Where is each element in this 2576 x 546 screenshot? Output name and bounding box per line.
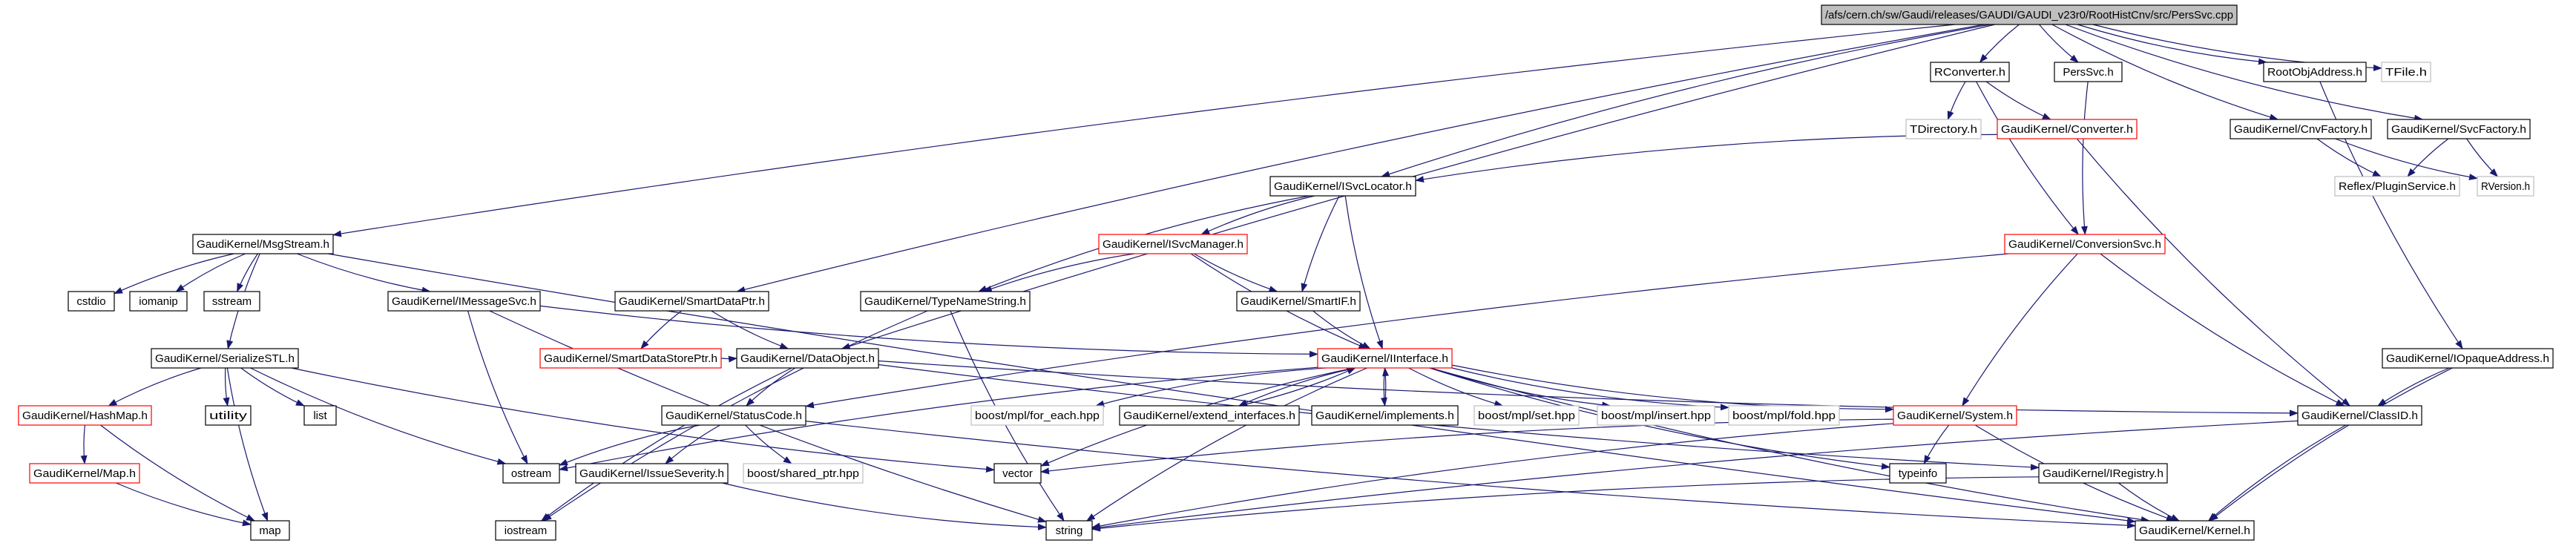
node-label: GaudiKernel/DataObject.h	[740, 352, 875, 365]
edge-converter-to-isvclocator	[1416, 134, 1997, 180]
node-label: boost/mpl/set.hpp	[1478, 410, 1575, 422]
edge-msgstream-to-sstream	[237, 254, 258, 292]
edge-hashmap-to-map_h	[84, 425, 85, 464]
node-label: TDirectory.h	[1910, 123, 1977, 136]
edge-perssvc_h-to-conversionsvc	[2083, 82, 2088, 234]
edge-conversionsvc-to-classid	[2100, 254, 2345, 406]
node-issueseverity[interactable]	[576, 464, 728, 483]
edge-iinterface-to-extend_interfaces	[1239, 368, 1356, 406]
node-label: TFile.h	[2385, 66, 2427, 79]
edge-pers_svc_cpp-to-tfile	[2093, 24, 2382, 68]
node-kernel[interactable]	[2135, 521, 2254, 540]
edge-converter-to-classid	[2077, 139, 2350, 406]
edge-svcfactory-to-pluginservice	[2408, 139, 2448, 177]
edge-isvcmanager-to-smartif	[1195, 254, 1278, 292]
node-cstdio	[68, 292, 114, 311]
node-label: RootObjAddress.h	[2267, 66, 2362, 79]
edge-conversionsvc-to-statuscode	[806, 254, 2009, 407]
node-label: GaudiKernel/CnvFactory.h	[2234, 123, 2368, 136]
node-shared-ptr	[743, 464, 863, 483]
node-label: boost/mpl/insert.hpp	[1601, 410, 1711, 422]
edge-iinterface-to-for_each	[1096, 368, 1326, 406]
node-iregistry[interactable]	[2039, 464, 2167, 483]
node-pers-svc-cpp	[1821, 5, 2237, 24]
edge-serializestl-to-utility	[226, 368, 228, 406]
node-label: iostream	[504, 524, 548, 537]
edge-rconverter-to-converter	[1986, 82, 2051, 119]
node-dataobject[interactable]	[737, 349, 878, 368]
node-classid[interactable]	[2298, 406, 2422, 425]
node-label: ostream	[510, 467, 552, 480]
edge-pers_svc_cpp-to-smartdataptr	[737, 24, 1984, 292]
edge-serializestl-to-hashmap	[108, 368, 201, 406]
edge-pers_svc_cpp-to-isvclocator	[1381, 24, 1991, 177]
node-msgstream[interactable]	[193, 234, 333, 254]
edge-iinterface-to-system	[1452, 365, 1893, 410]
edge-isvcmanager-to-typenamestring	[984, 254, 1134, 292]
node-ostream	[503, 464, 559, 483]
node-label: GaudiKernel/IssueSeverity.h	[579, 467, 724, 480]
edge-svcfactory-to-rversion	[2467, 139, 2498, 177]
edge-pers_svc_cpp-to-rconverter	[1980, 24, 2020, 62]
node-label: GaudiKernel/MsgStream.h	[197, 238, 329, 251]
edge-imessagesvc-to-iinterface	[540, 306, 1318, 354]
node-hashmap[interactable]	[19, 406, 151, 425]
node-serializestl[interactable]	[151, 349, 298, 368]
node-label: GaudiKernel/SmartIF.h	[1241, 295, 1356, 308]
node-label: GaudiKernel/ISvcManager.h	[1103, 238, 1243, 251]
node-rversion	[2477, 177, 2534, 196]
node-string	[1046, 521, 1092, 540]
edge-imessagesvc-to-ostream	[468, 311, 528, 464]
edge-serializestl-to-vector	[292, 368, 994, 470]
edge-iregistry-to-kernel	[2118, 483, 2179, 521]
node-conversionsvc[interactable]	[2005, 234, 2165, 254]
node-isvcmanager[interactable]	[1099, 234, 1247, 254]
node-label: GaudiKernel/SmartDataStorePtr.h	[544, 352, 717, 365]
edge-statuscode-to-issueseverity	[666, 425, 720, 464]
edge-pers_svc_cpp-to-rootobjaddress	[2077, 24, 2267, 62]
edge-pers_svc_cpp-to-msgstream	[333, 24, 1955, 235]
edges-layer	[84, 24, 2497, 529]
node-label: string	[1055, 524, 1083, 537]
node-iinterface[interactable]	[1318, 349, 1452, 368]
edge-smartdataptr-to-smartdatastoreptr	[641, 311, 682, 349]
node-perssvc-h[interactable]	[2054, 62, 2122, 82]
edge-iregistry-to-string	[1092, 477, 2039, 530]
node-imessagesvc[interactable]	[388, 292, 540, 311]
node-tfile	[2382, 62, 2431, 82]
edge-serializestl-to-list	[241, 368, 304, 406]
node-smartdatastoreptr[interactable]	[540, 349, 721, 368]
node-map-h[interactable]	[30, 464, 139, 483]
edge-smartdatastoreptr-to-dataobject	[721, 358, 737, 359]
node-extend-interfaces[interactable]	[1120, 406, 1299, 425]
edge-issueseverity-to-string	[723, 483, 1047, 527]
edge-isvclocator-to-smartif	[1302, 196, 1339, 292]
node-label: typeinfo	[1898, 467, 1938, 480]
edge-cnvfactory-to-pluginservice	[2317, 139, 2381, 177]
edge-map_h-to-map	[116, 483, 251, 524]
node-label: RVersion.h	[2481, 180, 2530, 193]
node-label: map	[259, 524, 281, 537]
node-smartif[interactable]	[1237, 292, 1360, 311]
node-label: list	[313, 410, 327, 422]
node-label: GaudiKernel/ClassID.h	[2301, 410, 2418, 422]
node-label: GaudiKernel/SvcFactory.h	[2391, 123, 2526, 136]
node-cnvfactory[interactable]	[2230, 119, 2371, 139]
node-label: GaudiKernel/SmartDataPtr.h	[619, 295, 765, 308]
node-isvclocator[interactable]	[1270, 177, 1416, 196]
node-pluginservice	[2335, 177, 2460, 196]
edge-serializestl-to-ostream	[251, 368, 506, 464]
node-label: GaudiKernel/IOpaqueAddress.h	[2386, 352, 2549, 365]
node-statuscode[interactable]	[662, 406, 806, 425]
node-for-each	[971, 406, 1103, 425]
node-label: GaudiKernel/ConversionSvc.h	[2008, 238, 2161, 251]
edge-iopaqueaddress-to-classid	[2378, 368, 2449, 406]
node-system[interactable]	[1893, 406, 2017, 425]
node-typeinfo	[1890, 464, 1946, 483]
edge-iinterface-to-insert_hpp	[1430, 368, 1610, 406]
node-label: /afs/cern.ch/sw/Gaudi/releases/GAUDI/GAUDI_v23r0/RootHistCnv/src/PersSvc.cpp	[1825, 9, 2233, 22]
node-set-hpp	[1474, 406, 1579, 425]
node-label: boost/mpl/fold.hpp	[1732, 410, 1836, 422]
node-label: cstdio	[76, 295, 106, 308]
node-smartdataptr[interactable]	[615, 292, 769, 311]
node-utility	[206, 406, 251, 425]
edge-dataobject-to-classid	[878, 361, 2298, 413]
node-label: GaudiKernel/Kernel.h	[2139, 524, 2250, 537]
node-iopaqueaddress[interactable]	[2382, 349, 2553, 368]
edge-implements-to-iinterface	[1385, 368, 1386, 406]
node-label: GaudiKernel/IInterface.h	[1321, 352, 1448, 365]
node-label: GaudiKernel/extend_interfaces.h	[1123, 410, 1295, 422]
edge-rconverter-to-conversionsvc	[1977, 82, 2079, 234]
node-label: GaudiKernel/ISvcLocator.h	[1274, 180, 1412, 193]
node-label: vector	[1002, 467, 1033, 480]
node-svcfactory[interactable]	[2388, 119, 2530, 139]
node-tdirectory	[1906, 119, 1981, 139]
edge-system-to-vector	[1041, 419, 1893, 472]
node-label: boost/mpl/for_each.hpp	[975, 410, 1100, 422]
edge-extend_interfaces-to-iinterface	[1239, 368, 1356, 406]
node-converter[interactable]	[1997, 119, 2137, 139]
edge-statuscode-to-shared_ptr	[746, 425, 792, 464]
node-iostream	[496, 521, 556, 540]
node-label: GaudiKernel/TypeNameString.h	[864, 295, 1026, 308]
node-list	[304, 406, 336, 425]
edge-iinterface-to-set_hpp	[1409, 368, 1503, 406]
node-map	[251, 521, 289, 540]
edge-pers_svc_cpp-to-perssvc_h	[2039, 24, 2078, 62]
node-label: PersSvc.h	[2063, 66, 2114, 79]
edge-serializestl-to-map	[227, 368, 267, 521]
node-label: GaudiKernel/Converter.h	[2001, 123, 2133, 136]
node-label: GaudiKernel/Map.h	[33, 467, 136, 480]
edge-rconverter-to-tdirectory	[1948, 82, 1966, 119]
node-implements[interactable]	[1312, 406, 1458, 425]
node-label: sstream	[211, 295, 252, 308]
node-label: GaudiKernel/System.h	[1897, 410, 2013, 422]
node-label: GaudiKernel/SerializeSTL.h	[155, 352, 295, 365]
nodes-layer	[19, 5, 2553, 540]
node-label: utility	[209, 410, 248, 422]
node-label: GaudiKernel/implements.h	[1315, 410, 1454, 422]
node-label: boost/shared_ptr.hpp	[747, 467, 859, 480]
node-label: RConverter.h	[1934, 66, 2005, 79]
node-label: Reflex/PluginService.h	[2339, 180, 2456, 193]
node-label: iomanip	[139, 295, 178, 308]
node-iomanip	[130, 292, 187, 311]
edge-dataobject-to-iostream	[542, 368, 792, 521]
edge-msgstream-to-cstdio	[114, 254, 234, 294]
node-rconverter[interactable]	[1931, 62, 2009, 82]
edge-iinterface-to-kernel	[1430, 368, 2149, 521]
node-insert-hpp	[1597, 406, 1715, 425]
node-sstream	[204, 292, 260, 311]
node-label: GaudiKernel/IMessageSvc.h	[392, 295, 536, 308]
edge-conversionsvc-to-system	[1962, 254, 2077, 406]
node-typenamestring[interactable]	[861, 292, 1030, 311]
edge-cnvfactory-to-rversion	[2336, 139, 2477, 178]
node-fold-hpp	[1729, 406, 1839, 425]
node-vector	[994, 464, 1041, 483]
node-label: GaudiKernel/StatusCode.h	[666, 410, 802, 422]
node-label: GaudiKernel/IRegistry.h	[2043, 467, 2163, 480]
node-label: GaudiKernel/HashMap.h	[22, 410, 148, 422]
node-rootobjaddress[interactable]	[2264, 62, 2366, 82]
